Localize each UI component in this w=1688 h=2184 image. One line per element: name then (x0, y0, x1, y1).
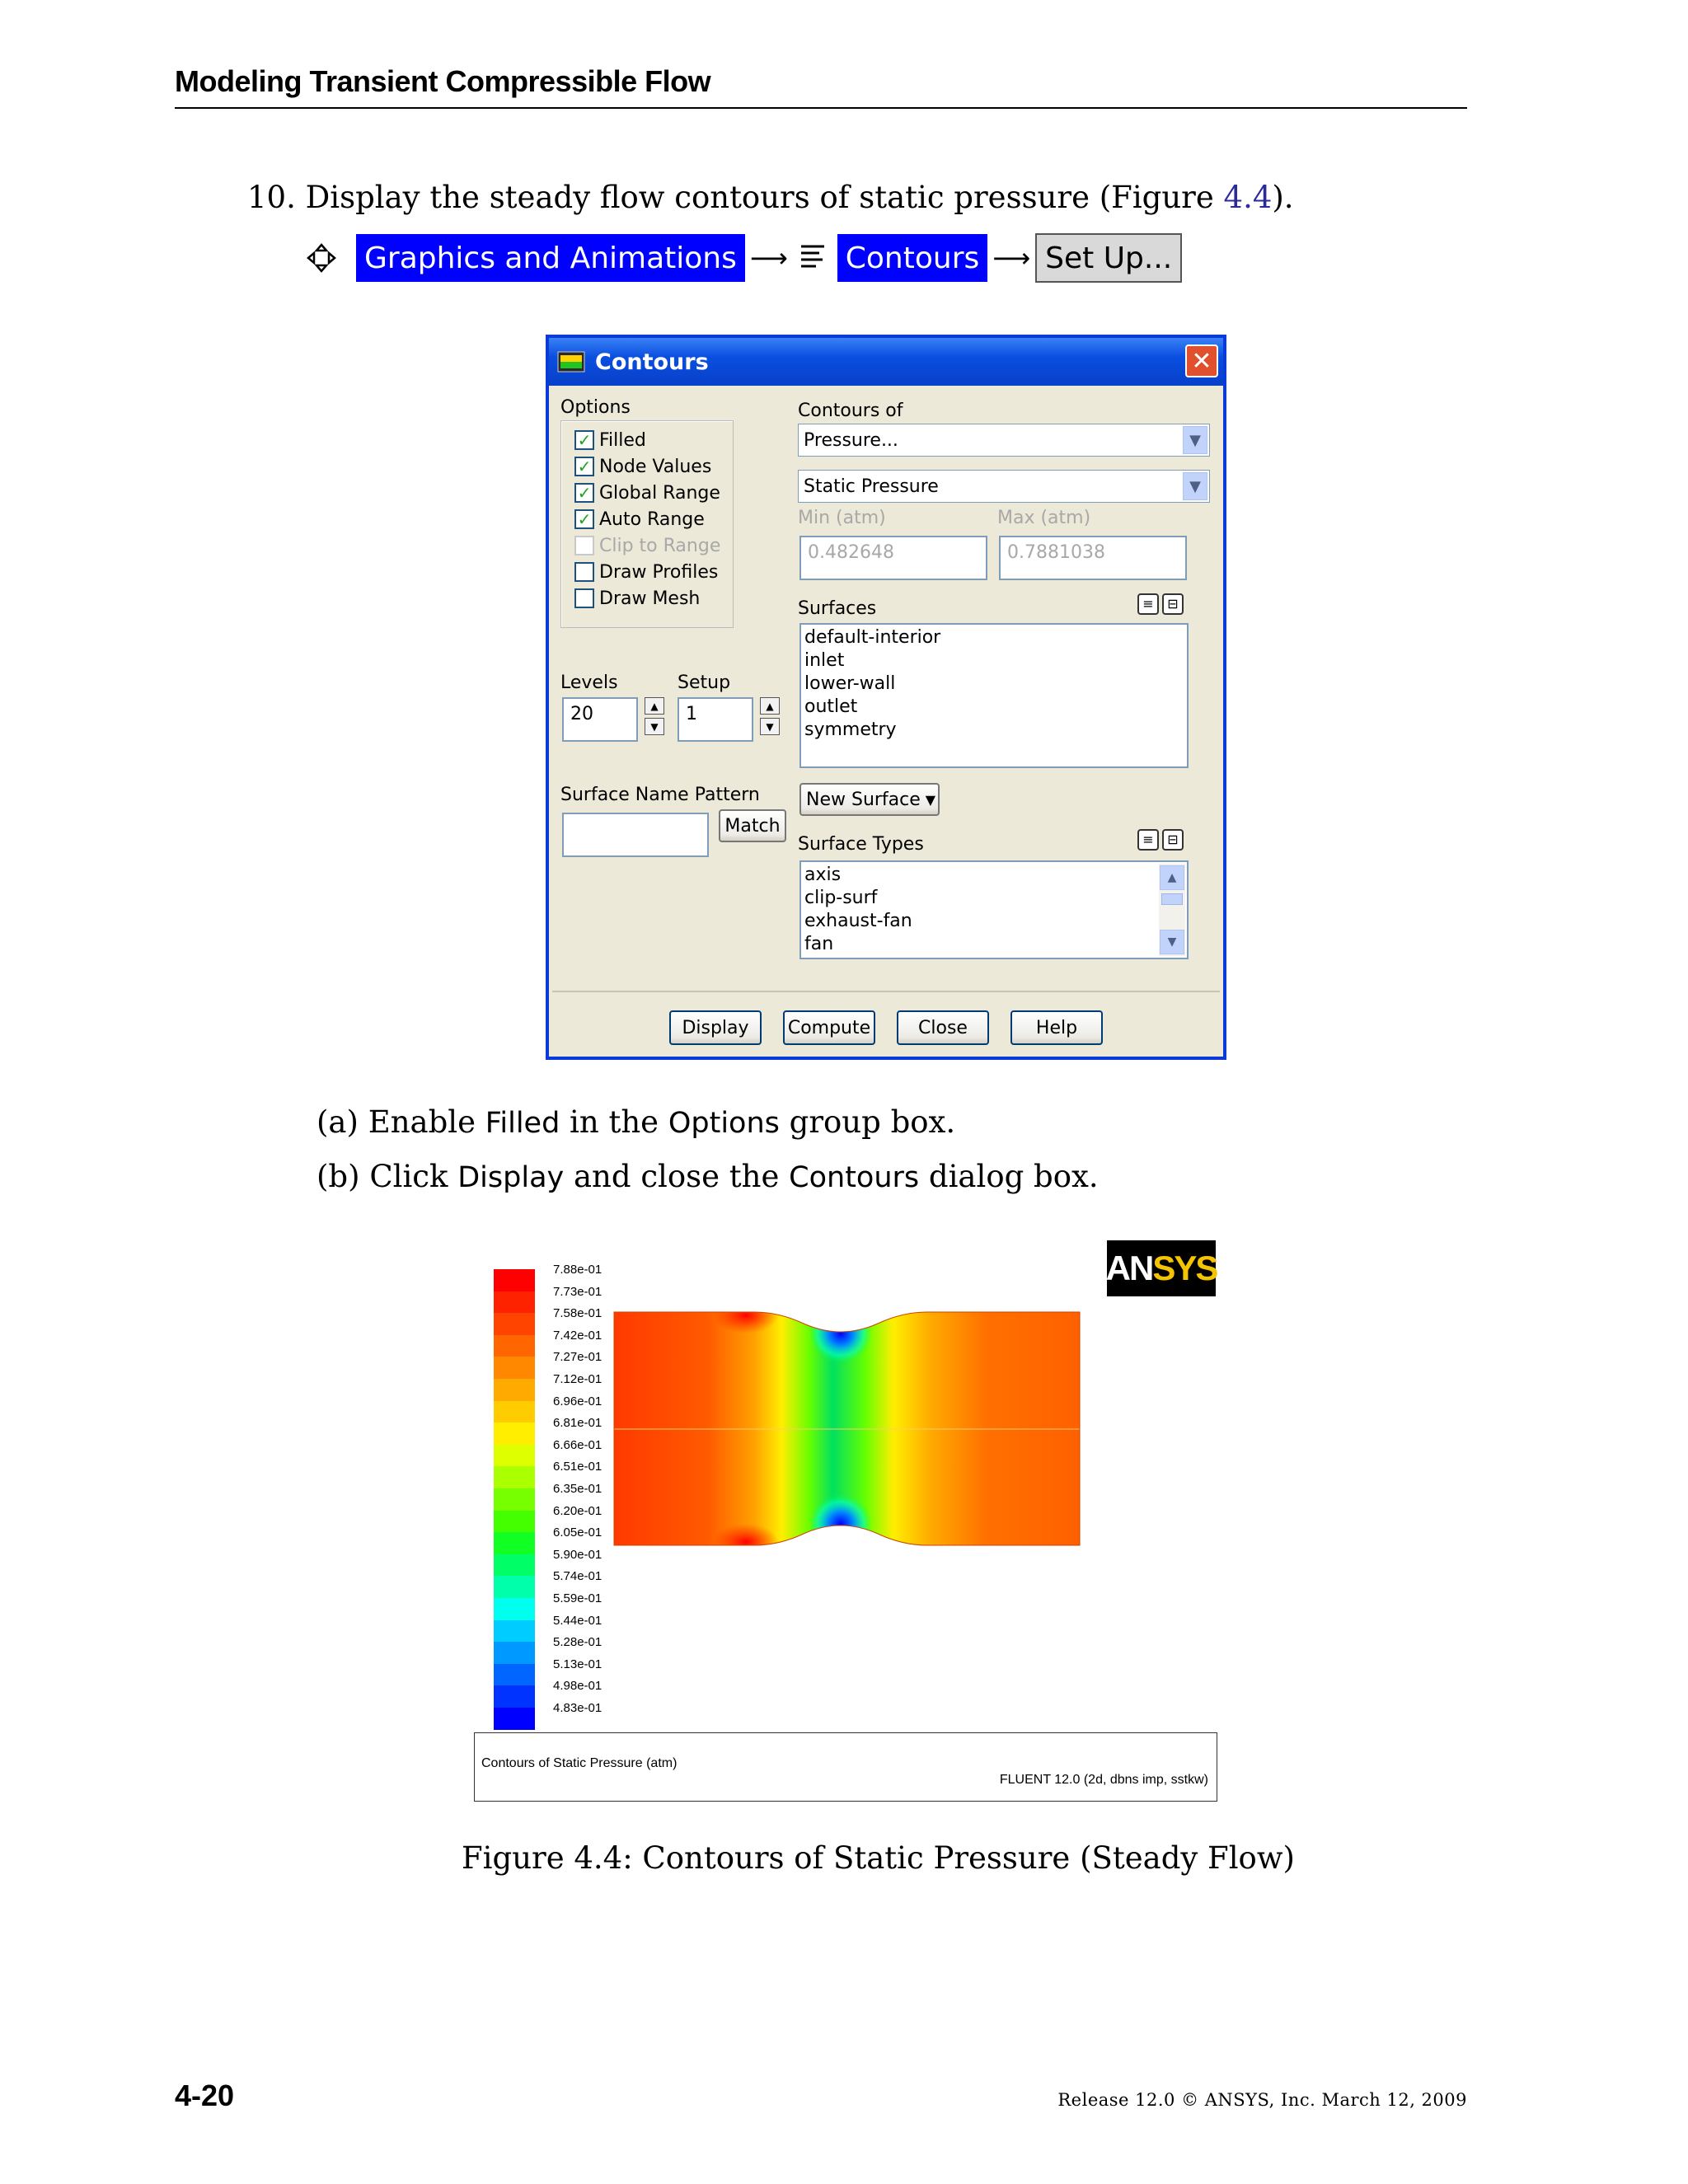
levels-label: Levels (560, 673, 618, 693)
list-item[interactable]: axis (804, 865, 842, 885)
task-page-icon (799, 241, 826, 274)
contour-plot (474, 1236, 1216, 1805)
logo-text-sys: SYS (1152, 1249, 1217, 1287)
colorbar-tick-label: 7.73e-01 (553, 1284, 603, 1299)
chevron-down-icon[interactable]: ▼ (1183, 472, 1207, 500)
header-rule (175, 107, 1467, 109)
contours-sub-value: Static Pressure (804, 476, 939, 497)
running-header: Modeling Transient Compressible Flow (175, 64, 711, 98)
logo-text-an: AN (1105, 1249, 1153, 1287)
surface-name-pattern-input[interactable] (562, 813, 709, 857)
colorbar-tick-label: 6.20e-01 (553, 1503, 603, 1518)
colorbar-tick-label: 5.90e-01 (553, 1547, 603, 1562)
figure-caption: Figure 4.4: Contours of Static Pressure (Steady Flow) (462, 1840, 1295, 1876)
colorbar-tick-label: 5.74e-01 (553, 1569, 603, 1584)
options-group (560, 420, 734, 628)
colorbar-tick-label: 5.13e-01 (553, 1657, 603, 1671)
deselect-all-icon[interactable]: ⊟ (1162, 829, 1184, 851)
plot-title: Contours of Static Pressure (atm) (481, 1756, 678, 1770)
levels-input[interactable]: 20 (562, 697, 638, 742)
checkbox-box (574, 588, 594, 608)
menu-path (307, 232, 1182, 284)
contour-field (474, 1236, 1216, 1731)
list-item[interactable]: lower-wall (804, 673, 896, 694)
solver-info: FLUENT 12.0 (2d, dbns imp, sstkw) (999, 1773, 1208, 1787)
keyword: Options (668, 1107, 780, 1140)
step-number: 10. (247, 180, 296, 215)
colorbar-tick-label: 5.28e-01 (553, 1635, 603, 1650)
list-item[interactable]: outlet (804, 696, 858, 717)
contours-window-icon (557, 351, 585, 373)
check-icon: ✓ (574, 509, 594, 529)
page-number: 4-20 (175, 2079, 235, 2112)
contours-of-label: Contours of (798, 401, 903, 421)
ansys-logo (1107, 1240, 1216, 1296)
step-text: Display the steady flow contours of static pressure (Figure (305, 180, 1224, 215)
scroll-down-icon[interactable]: ▼ (1160, 930, 1184, 954)
levels-spinner[interactable] (645, 697, 664, 735)
list-item[interactable]: inlet (804, 650, 845, 671)
checkbox-box (574, 562, 594, 582)
substep-text: Click (369, 1159, 458, 1194)
contours-dialog (546, 335, 1226, 1060)
spin-down-icon[interactable]: ▼ (645, 718, 664, 735)
checkbox-box (574, 536, 594, 555)
figure-ref-link[interactable]: 4.4 (1223, 180, 1273, 215)
dialog-titlebar[interactable] (549, 338, 1223, 386)
step-10 (247, 180, 1294, 215)
display-button[interactable]: Display (669, 1010, 762, 1045)
surface-name-pattern-label: Surface Name Pattern (560, 785, 760, 805)
navigation-pane-icon (307, 243, 336, 273)
list-item[interactable]: symmetry (804, 719, 897, 740)
max-field: 0.7881038 (999, 536, 1187, 580)
select-all-icon[interactable]: ≡ (1137, 593, 1159, 615)
plot-info-box (474, 1732, 1217, 1802)
substep-text: in the (560, 1104, 668, 1140)
colorbar-tick-label: 6.96e-01 (553, 1394, 603, 1408)
colorbar-tick-label: 7.58e-01 (553, 1306, 603, 1321)
keyword: Filled (485, 1107, 560, 1140)
checkbox-label: Node Values (599, 456, 712, 477)
substep-text: Enable (368, 1104, 485, 1140)
surfaces-list[interactable] (799, 623, 1189, 768)
surface-types-list[interactable] (799, 860, 1189, 959)
setup-spinner[interactable] (760, 697, 780, 735)
footer-divider (552, 991, 1220, 992)
colorbar-tick-label: 6.35e-01 (553, 1482, 603, 1496)
contours-sub-select[interactable] (798, 470, 1210, 503)
list-item[interactable]: fan (804, 934, 834, 954)
setup-input[interactable]: 1 (678, 697, 753, 742)
checkbox-label: Filled (599, 429, 646, 451)
scroll-up-icon[interactable]: ▲ (1160, 865, 1184, 890)
checkbox-label: Clip to Range (599, 535, 721, 556)
caret-down-icon: ▼ (925, 791, 936, 808)
surfaces-label: Surfaces (798, 598, 877, 619)
arrow-icon: ⟶ (749, 242, 788, 274)
colorbar-tick-label: 4.98e-01 (553, 1679, 603, 1694)
max-label: Max (atm) (997, 508, 1091, 528)
colorbar-tick-label: 6.51e-01 (553, 1460, 603, 1474)
substep-text: and close the (564, 1159, 790, 1194)
clip-to-range-checkbox (574, 533, 720, 558)
close-button[interactable]: Close (897, 1010, 989, 1045)
new-surface-button[interactable] (799, 783, 940, 816)
scroll-thumb[interactable] (1161, 893, 1183, 905)
substep-marker: (a) (316, 1104, 359, 1140)
arrow-icon: ⟶ (992, 242, 1031, 274)
contours-item[interactable]: Contours (837, 234, 988, 282)
filled-checkbox[interactable] (574, 428, 646, 452)
checkbox-label: Draw Mesh (599, 588, 701, 609)
scrollbar[interactable] (1159, 864, 1185, 956)
spin-up-icon[interactable]: ▲ (760, 697, 780, 715)
substep-a (316, 1104, 955, 1140)
checkbox-label: Auto Range (599, 509, 705, 530)
node-values-checkbox[interactable] (574, 454, 711, 479)
keyword: Display (457, 1161, 565, 1194)
contours-of-select[interactable] (798, 424, 1210, 457)
substep-text: group box. (779, 1104, 956, 1140)
release-note: Release 12.0 © ANSYS, Inc. March 12, 2009 (1057, 2090, 1467, 2110)
surfaces-select-buttons (1137, 593, 1184, 615)
new-surface-label: New Surface (806, 789, 921, 810)
step-text-end: ). (1272, 180, 1294, 215)
list-item[interactable]: default-interior (804, 627, 941, 648)
min-label: Min (atm) (798, 508, 886, 528)
keyword: Contours (789, 1161, 920, 1194)
surface-types-label: Surface Types (798, 834, 924, 855)
colorbar-tick-label: 6.66e-01 (553, 1437, 603, 1452)
check-icon: ✓ (574, 457, 594, 476)
substep-marker: (b) (316, 1159, 360, 1194)
checkbox-label: Draw Profiles (599, 561, 719, 583)
match-button[interactable]: Match (719, 809, 786, 842)
colorbar-tick-label: 7.12e-01 (553, 1372, 603, 1386)
spin-down-icon[interactable]: ▼ (760, 718, 780, 735)
colorbar-tick-label: 5.44e-01 (553, 1613, 603, 1628)
auto-range-checkbox[interactable] (574, 507, 705, 532)
check-icon: ✓ (574, 430, 594, 450)
colorbar-tick-label: 5.59e-01 (553, 1591, 603, 1605)
draw-mesh-checkbox[interactable] (574, 586, 700, 611)
colorbar-tick-label: 6.05e-01 (553, 1526, 603, 1540)
help-button[interactable]: Help (1010, 1010, 1103, 1045)
min-field: 0.482648 (799, 536, 987, 580)
global-range-checkbox[interactable] (574, 480, 720, 505)
check-icon: ✓ (574, 483, 594, 503)
set-up-button[interactable]: Set Up... (1035, 233, 1182, 283)
close-icon[interactable]: ✕ (1185, 344, 1218, 377)
contours-of-value: Pressure... (804, 429, 898, 451)
colorbar-tick-label: 6.81e-01 (553, 1416, 603, 1431)
substep-b (316, 1159, 1099, 1194)
surface-types-select-buttons (1137, 829, 1184, 851)
list-item[interactable]: clip-surf (804, 888, 878, 908)
compute-button[interactable]: Compute (783, 1010, 875, 1045)
dialog-title: Contours (595, 349, 709, 375)
colorbar-tick-label: 4.83e-01 (553, 1701, 603, 1715)
options-label: Options (560, 397, 631, 418)
checkbox-label: Global Range (599, 482, 720, 504)
colorbar-tick-label: 7.27e-01 (553, 1350, 603, 1365)
deselect-all-icon[interactable]: ⊟ (1162, 593, 1184, 615)
setup-label: Setup (678, 673, 731, 693)
graphics-and-animations-item[interactable]: Graphics and Animations (356, 234, 745, 282)
select-all-icon[interactable]: ≡ (1137, 829, 1159, 851)
substep-text: dialog box. (919, 1159, 1099, 1194)
colorbar-tick-label: 7.42e-01 (553, 1328, 603, 1343)
list-item[interactable]: exhaust-fan (804, 911, 912, 931)
draw-profiles-checkbox[interactable] (574, 560, 718, 584)
chevron-down-icon[interactable]: ▼ (1183, 426, 1207, 454)
colorbar-tick-label: 7.88e-01 (553, 1263, 603, 1277)
spin-up-icon[interactable]: ▲ (645, 697, 664, 715)
